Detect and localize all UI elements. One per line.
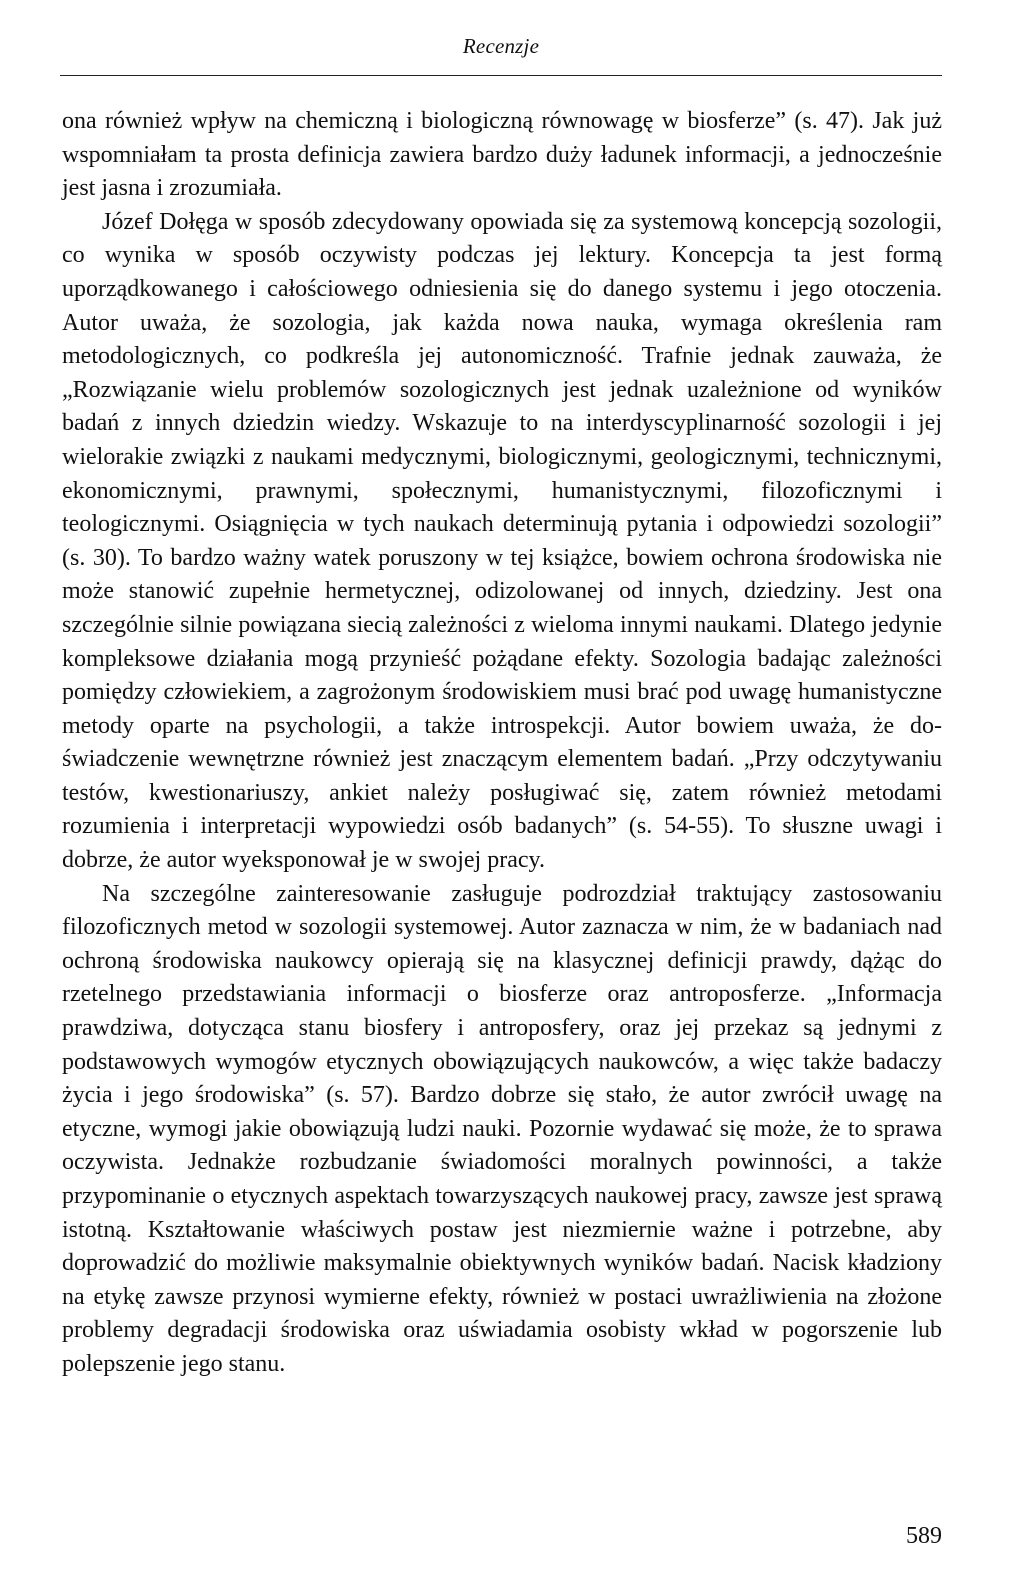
paragraph-continued: ona również wpływ na chemiczną i biologiczną równowagę w biosferze” (s. 47). Jak już wspomniałam ta prosta definicja zawiera bardzo duży ładunek informacji, a jednocześnie jest jasna i zrozumiała. xyxy=(62,108,942,202)
paragraph: Na szczególne zainteresowanie zasługuje podrozdział traktujący zastosowaniu filozoficznych metod w sozologii systemowej. Autor zaznacza w nim, że w badaniach nad ochroną środowiska naukowcy opierają się na klasycznej definicji prawdy, dążąc do rzetelnego przedstawiania informacji o biosferze oraz antroposferze. „Informacja prawdziwa, dotycząca stanu biosfery i antroposfery, oraz jej przekaz są jednymi z podstawowych wymogów etycznych obowiązujących naukowców, a więc także badaczy życia i jego środowiska” (s. 57). Bardzo dobrze się stało, że autor zwrócił uwagę na etyczne, wymogi jakie obowiązują ludzi nauki. Pozornie wydawać się może, że to sprawa oczywista. Jednakże rozbudzanie świadomości moralnych powinności, a także przypominanie o etycznych aspektach towarzyszących naukowej pracy, zawsze jest sprawą istotną. Kształtowanie właściwych postaw jest niezmiernie ważne i potrzebne, aby doprowadzić do możliwie maksymalnie obiektywnych wyników badań. Nacisk kładziony na etykę zawsze przynosi wymierne efekty, również w postaci uwrażliwienia na złożone problemy degradacji środowiska oraz uświadamia osobisty wkład w pogorszenie lub polepszenie jego stanu. xyxy=(62,880,942,1377)
body-text xyxy=(62,105,942,1382)
page-number: 589 xyxy=(906,1523,942,1549)
running-head: Recenzje xyxy=(462,34,540,58)
header-rule xyxy=(60,75,942,76)
paragraph: Józef Dołęga w sposób zdecydowany opowiada się za systemową koncepcją sozologii, co wynika w sposób oczywisty podczas jej lektury. Koncepcja ta jest formą uporządkowanego i całościowego odniesienia się do danego systemu i jego otoczenia. Autor uważa, że sozologia, jak każda nowa nauka, wymaga określenia ram metodologicznych, co podkreśla jej autonomiczność. Trafnie jednak zauważa, że „Rozwiązanie wielu problemów sozologicznych jest jednak uzależnione od wyników badań z innych dziedzin wiedzy. Wskazuje to na interdyscyplinarność sozologii i jej wielorakie związki z naukami medycznymi, biologicznymi, geologicznymi, technicznymi, ekonomicznymi, prawnymi, społecznymi, humanistycznymi, filozoficznymi i teologicznymi. Osiągnięcia w tych naukach determinują pytania i odpowiedzi sozologii” (s. 30). To bardzo ważny watek poruszony w tej książce, bowiem ochrona środowiska nie może stanowić zupełnie hermetycznej, odizolowanej od innych, dziedziny. Jest ona szczególnie silnie powiązana siecią zależności z wieloma innymi naukami. Dlatego jedynie kompleksowe działania mogą przynieść pożądane efekty. Sozologia badając zależności pomiędzy człowiekiem, a zagrożonym środowiskiem musi brać pod uwagę humanistyczne metody oparte na psychologii, a także introspekcji. Autor bowiem uważa, że doświadczenie wewnętrzne również jest znaczącym elementem badań. „Przy odczytywaniu testów, kwestionariuszy, ankiet należy posługiwać się, zatem również metodami rozumienia i interpretacji wypowiedzi osób badanych” (s. 54-55). To słuszne uwagi i dobrze, że autor wyeksponował je w swojej pracy. xyxy=(62,208,942,874)
